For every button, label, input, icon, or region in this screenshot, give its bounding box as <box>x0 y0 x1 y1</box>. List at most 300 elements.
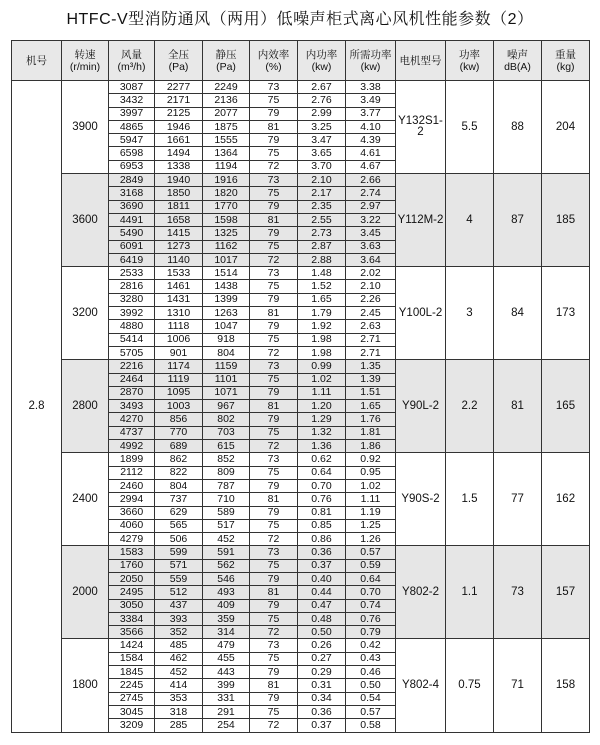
speed-cell: 3200 <box>62 267 109 360</box>
data-cell: 1.02 <box>346 479 396 492</box>
table-row <box>12 639 590 652</box>
performance-table-container <box>11 40 589 733</box>
data-cell: 79 <box>250 134 298 147</box>
data-cell: 6419 <box>109 253 155 266</box>
data-cell: 4.39 <box>346 134 396 147</box>
data-cell: 0.81 <box>298 506 346 519</box>
column-header-label: 内功率 <box>305 48 338 61</box>
data-cell: 1916 <box>203 174 250 187</box>
data-cell: 2.10 <box>298 174 346 187</box>
data-cell: 0.47 <box>298 599 346 612</box>
data-cell: 73 <box>250 81 298 94</box>
motor-model-cell: Y802-2 <box>396 546 446 639</box>
column-header <box>494 41 542 81</box>
data-cell: 1119 <box>155 373 203 386</box>
data-cell: 1.39 <box>346 373 396 386</box>
table-header <box>12 41 590 81</box>
motor-power-cell: 3 <box>446 267 494 360</box>
data-cell: 2.35 <box>298 200 346 213</box>
data-cell: 3.22 <box>346 213 396 226</box>
motor-power-cell: 2.2 <box>446 360 494 453</box>
data-cell: 75 <box>250 187 298 200</box>
data-cell: 0.27 <box>298 652 346 665</box>
data-cell: 3.25 <box>298 120 346 133</box>
data-cell: 1017 <box>203 253 250 266</box>
data-cell: 2.71 <box>346 346 396 359</box>
data-cell: 918 <box>203 333 250 346</box>
data-cell: 2.97 <box>346 200 396 213</box>
column-header-label: 功率 <box>459 48 480 61</box>
data-cell: 0.70 <box>298 479 346 492</box>
data-cell: 79 <box>250 107 298 120</box>
data-cell: 75 <box>250 280 298 293</box>
noise-cell: 81 <box>494 360 542 453</box>
data-cell: 318 <box>155 705 203 718</box>
data-cell: 2745 <box>109 692 155 705</box>
data-cell: 1006 <box>155 333 203 346</box>
column-header-unit: (r/min) <box>69 60 101 73</box>
data-cell: 414 <box>155 679 203 692</box>
data-cell: 4270 <box>109 413 155 426</box>
data-cell: 79 <box>250 200 298 213</box>
data-cell: 787 <box>203 479 250 492</box>
data-cell: 1760 <box>109 559 155 572</box>
data-cell: 591 <box>203 546 250 559</box>
data-cell: 2.67 <box>298 81 346 94</box>
data-cell: 2816 <box>109 280 155 293</box>
weight-cell: 158 <box>542 639 590 732</box>
data-cell: 1162 <box>203 240 250 253</box>
data-cell: 1438 <box>203 280 250 293</box>
data-cell: 0.36 <box>298 546 346 559</box>
motor-model-cell: Y90L-2 <box>396 360 446 453</box>
data-cell: 1140 <box>155 253 203 266</box>
noise-cell: 87 <box>494 174 542 267</box>
data-cell: 4060 <box>109 519 155 532</box>
column-header-label: 转速 <box>74 48 96 61</box>
data-cell: 1.65 <box>346 400 396 413</box>
data-cell: 2077 <box>203 107 250 120</box>
data-cell: 4865 <box>109 120 155 133</box>
column-header-unit: (kw) <box>360 60 381 73</box>
data-cell: 3660 <box>109 506 155 519</box>
data-cell: 0.76 <box>346 612 396 625</box>
column-header-label: 风量 <box>121 48 142 61</box>
data-cell: 485 <box>155 639 203 652</box>
speed-cell: 2400 <box>62 453 109 546</box>
column-header-label: 电机型号 <box>399 54 442 67</box>
data-cell: 1.76 <box>346 413 396 426</box>
data-cell: 2.88 <box>298 253 346 266</box>
data-cell: 1.11 <box>298 386 346 399</box>
data-cell: 79 <box>250 479 298 492</box>
data-cell: 1.20 <box>298 400 346 413</box>
data-cell: 2533 <box>109 267 155 280</box>
data-cell: 2136 <box>203 94 250 107</box>
speed-cell: 2000 <box>62 546 109 639</box>
data-cell: 75 <box>250 466 298 479</box>
data-cell: 3690 <box>109 200 155 213</box>
data-cell: 2.55 <box>298 213 346 226</box>
data-cell: 0.43 <box>346 652 396 665</box>
data-cell: 0.64 <box>346 572 396 585</box>
data-cell: 75 <box>250 705 298 718</box>
data-cell: 856 <box>155 413 203 426</box>
data-cell: 2.45 <box>346 307 396 320</box>
data-cell: 2.63 <box>346 320 396 333</box>
data-cell: 3.64 <box>346 253 396 266</box>
data-cell: 4880 <box>109 320 155 333</box>
data-cell: 1.92 <box>298 320 346 333</box>
column-header <box>203 41 250 81</box>
data-cell: 1338 <box>155 160 203 173</box>
data-cell: 1095 <box>155 386 203 399</box>
column-header-unit: (m³/h) <box>117 60 146 73</box>
data-cell: 3.38 <box>346 81 396 94</box>
data-cell: 4992 <box>109 440 155 453</box>
data-cell: 3493 <box>109 400 155 413</box>
motor-model-cell: Y90S-2 <box>396 453 446 546</box>
data-cell: 0.58 <box>346 719 396 732</box>
data-cell: 804 <box>203 346 250 359</box>
data-cell: 79 <box>250 293 298 306</box>
data-cell: 1159 <box>203 360 250 373</box>
data-cell: 1101 <box>203 373 250 386</box>
data-cell: 352 <box>155 626 203 639</box>
data-cell: 399 <box>203 679 250 692</box>
data-cell: 73 <box>250 360 298 373</box>
page-title: HTFC-V型消防通风（两用）低噪声柜式离心风机性能参数（2） <box>66 11 534 28</box>
data-cell: 1584 <box>109 652 155 665</box>
table-body <box>12 81 590 733</box>
data-cell: 2.17 <box>298 187 346 200</box>
data-cell: 3992 <box>109 307 155 320</box>
data-cell: 72 <box>250 346 298 359</box>
data-cell: 0.34 <box>298 692 346 705</box>
data-cell: 3.65 <box>298 147 346 160</box>
column-header <box>542 41 590 81</box>
data-cell: 589 <box>203 506 250 519</box>
motor-model-cell: Y132S1-2 <box>396 81 446 174</box>
data-cell: 1850 <box>155 187 203 200</box>
data-cell: 629 <box>155 506 203 519</box>
data-cell: 72 <box>250 160 298 173</box>
data-cell: 3384 <box>109 612 155 625</box>
data-cell: 1.98 <box>298 333 346 346</box>
data-cell: 3.63 <box>346 240 396 253</box>
data-cell: 3209 <box>109 719 155 732</box>
column-header-label: 内效率 <box>257 48 290 61</box>
performance-table <box>11 40 590 733</box>
data-cell: 75 <box>250 519 298 532</box>
data-cell: 2.99 <box>298 107 346 120</box>
motor-model-cell: Y112M-2 <box>396 174 446 267</box>
data-cell: 393 <box>155 612 203 625</box>
data-cell: 1.81 <box>346 426 396 439</box>
data-cell: 81 <box>250 400 298 413</box>
data-cell: 72 <box>250 440 298 453</box>
weight-cell: 185 <box>542 174 590 267</box>
data-cell: 73 <box>250 174 298 187</box>
data-cell: 1174 <box>155 360 203 373</box>
data-cell: 75 <box>250 426 298 439</box>
weight-cell: 165 <box>542 360 590 453</box>
data-cell: 285 <box>155 719 203 732</box>
data-cell: 75 <box>250 333 298 346</box>
column-header-unit: (kw) <box>459 60 480 73</box>
data-cell: 75 <box>250 240 298 253</box>
column-header-unit: (Pa) <box>216 60 236 73</box>
column-header <box>62 41 109 81</box>
data-cell: 2.02 <box>346 267 396 280</box>
data-cell: 804 <box>155 479 203 492</box>
data-cell: 0.74 <box>346 599 396 612</box>
data-cell: 703 <box>203 426 250 439</box>
data-cell: 0.54 <box>346 692 396 705</box>
column-header-label: 所需功率 <box>349 48 392 61</box>
column-header-label: 静压 <box>215 48 237 61</box>
data-cell: 559 <box>155 572 203 585</box>
data-cell: 2.76 <box>298 94 346 107</box>
data-cell: 0.31 <box>298 679 346 692</box>
data-cell: 0.76 <box>298 493 346 506</box>
data-cell: 1399 <box>203 293 250 306</box>
data-cell: 2994 <box>109 493 155 506</box>
speed-cell: 2800 <box>62 360 109 453</box>
data-cell: 455 <box>203 652 250 665</box>
data-cell: 75 <box>250 612 298 625</box>
data-cell: 3168 <box>109 187 155 200</box>
data-cell: 1533 <box>155 267 203 280</box>
data-cell: 437 <box>155 599 203 612</box>
data-cell: 81 <box>250 586 298 599</box>
data-cell: 0.36 <box>298 705 346 718</box>
data-cell: 1598 <box>203 213 250 226</box>
column-header-label: 机号 <box>26 54 47 67</box>
noise-cell: 88 <box>494 81 542 174</box>
data-cell: 2.10 <box>346 280 396 293</box>
data-cell: 599 <box>155 546 203 559</box>
data-cell: 1415 <box>155 227 203 240</box>
data-cell: 1.36 <box>298 440 346 453</box>
data-cell: 0.29 <box>298 666 346 679</box>
data-cell: 6598 <box>109 147 155 160</box>
data-cell: 1118 <box>155 320 203 333</box>
data-cell: 4.10 <box>346 120 396 133</box>
data-cell: 710 <box>203 493 250 506</box>
column-header <box>346 41 396 81</box>
data-cell: 359 <box>203 612 250 625</box>
noise-cell: 77 <box>494 453 542 546</box>
data-cell: 546 <box>203 572 250 585</box>
noise-cell: 84 <box>494 267 542 360</box>
data-cell: 4.67 <box>346 160 396 173</box>
data-cell: 2277 <box>155 81 203 94</box>
data-cell: 2495 <box>109 586 155 599</box>
data-cell: 565 <box>155 519 203 532</box>
data-cell: 901 <box>155 346 203 359</box>
data-cell: 79 <box>250 386 298 399</box>
data-cell: 0.42 <box>346 639 396 652</box>
data-cell: 737 <box>155 493 203 506</box>
data-cell: 3.49 <box>346 94 396 107</box>
data-cell: 517 <box>203 519 250 532</box>
weight-cell: 162 <box>542 453 590 546</box>
data-cell: 3.47 <box>298 134 346 147</box>
data-cell: 81 <box>250 120 298 133</box>
data-cell: 1.11 <box>346 493 396 506</box>
data-cell: 79 <box>250 413 298 426</box>
data-cell: 79 <box>250 692 298 705</box>
data-cell: 1658 <box>155 213 203 226</box>
data-cell: 0.99 <box>298 360 346 373</box>
data-cell: 1431 <box>155 293 203 306</box>
motor-power-cell: 4 <box>446 174 494 267</box>
data-cell: 81 <box>250 679 298 692</box>
machine-number-cell: 2.8 <box>12 81 62 733</box>
data-cell: 3.45 <box>346 227 396 240</box>
data-cell: 331 <box>203 692 250 705</box>
data-cell: 72 <box>250 533 298 546</box>
data-cell: 3050 <box>109 599 155 612</box>
data-cell: 75 <box>250 559 298 572</box>
data-cell: 0.62 <box>298 453 346 466</box>
data-cell: 506 <box>155 533 203 546</box>
table-row <box>12 453 590 466</box>
column-header-unit: (Pa) <box>168 60 189 73</box>
data-cell: 2.87 <box>298 240 346 253</box>
table-row <box>12 81 590 94</box>
data-cell: 0.92 <box>346 453 396 466</box>
data-cell: 2870 <box>109 386 155 399</box>
data-cell: 0.95 <box>346 466 396 479</box>
data-cell: 862 <box>155 453 203 466</box>
data-cell: 6091 <box>109 240 155 253</box>
data-cell: 1424 <box>109 639 155 652</box>
data-cell: 3432 <box>109 94 155 107</box>
data-cell: 452 <box>155 666 203 679</box>
data-cell: 75 <box>250 147 298 160</box>
data-cell: 3045 <box>109 705 155 718</box>
data-cell: 493 <box>203 586 250 599</box>
data-cell: 2.73 <box>298 227 346 240</box>
data-cell: 2112 <box>109 466 155 479</box>
data-cell: 2.26 <box>346 293 396 306</box>
column-header-unit: (kg) <box>556 60 575 73</box>
column-header <box>155 41 203 81</box>
data-cell: 1.65 <box>298 293 346 306</box>
data-cell: 2.71 <box>346 333 396 346</box>
data-cell: 0.37 <box>298 719 346 732</box>
weight-cell: 157 <box>542 546 590 639</box>
column-header-label: 噪声 <box>507 48 528 61</box>
column-header <box>12 41 62 81</box>
data-cell: 479 <box>203 639 250 652</box>
data-cell: 2249 <box>203 81 250 94</box>
weight-cell: 173 <box>542 267 590 360</box>
speed-cell: 3900 <box>62 81 109 174</box>
speed-cell: 3600 <box>62 174 109 267</box>
data-cell: 1811 <box>155 200 203 213</box>
data-cell: 802 <box>203 413 250 426</box>
column-header <box>250 41 298 81</box>
data-cell: 4491 <box>109 213 155 226</box>
data-cell: 443 <box>203 666 250 679</box>
noise-cell: 71 <box>494 639 542 732</box>
data-cell: 1273 <box>155 240 203 253</box>
table-row <box>12 546 590 559</box>
data-cell: 0.85 <box>298 519 346 532</box>
data-cell: 75 <box>250 652 298 665</box>
data-cell: 0.64 <box>298 466 346 479</box>
data-cell: 0.44 <box>298 586 346 599</box>
data-cell: 852 <box>203 453 250 466</box>
data-cell: 1003 <box>155 400 203 413</box>
data-cell: 452 <box>203 533 250 546</box>
data-cell: 0.57 <box>346 546 396 559</box>
data-cell: 3.77 <box>346 107 396 120</box>
data-cell: 4737 <box>109 426 155 439</box>
data-cell: 3.70 <box>298 160 346 173</box>
motor-power-cell: 1.5 <box>446 453 494 546</box>
data-cell: 0.50 <box>298 626 346 639</box>
data-cell: 79 <box>250 666 298 679</box>
data-cell: 0.70 <box>346 586 396 599</box>
data-cell: 72 <box>250 253 298 266</box>
data-cell: 0.26 <box>298 639 346 652</box>
header-row <box>12 41 590 81</box>
data-cell: 1899 <box>109 453 155 466</box>
data-cell: 314 <box>203 626 250 639</box>
data-cell: 967 <box>203 400 250 413</box>
data-cell: 0.48 <box>298 612 346 625</box>
data-cell: 1946 <box>155 120 203 133</box>
data-cell: 75 <box>250 373 298 386</box>
data-cell: 3280 <box>109 293 155 306</box>
data-cell: 81 <box>250 307 298 320</box>
data-cell: 0.79 <box>346 626 396 639</box>
data-cell: 0.50 <box>346 679 396 692</box>
data-cell: 0.46 <box>346 666 396 679</box>
data-cell: 3566 <box>109 626 155 639</box>
data-cell: 1845 <box>109 666 155 679</box>
data-cell: 6953 <box>109 160 155 173</box>
data-cell: 73 <box>250 639 298 652</box>
column-header-unit: (%) <box>265 60 282 73</box>
data-cell: 254 <box>203 719 250 732</box>
data-cell: 291 <box>203 705 250 718</box>
data-cell: 1514 <box>203 267 250 280</box>
table-row <box>12 267 590 280</box>
data-cell: 81 <box>250 493 298 506</box>
table-row <box>12 174 590 187</box>
data-cell: 1.51 <box>346 386 396 399</box>
data-cell: 689 <box>155 440 203 453</box>
data-cell: 81 <box>250 213 298 226</box>
data-cell: 1.79 <box>298 307 346 320</box>
data-cell: 809 <box>203 466 250 479</box>
motor-model-cell: Y802-4 <box>396 639 446 732</box>
data-cell: 1.48 <box>298 267 346 280</box>
data-cell: 1820 <box>203 187 250 200</box>
data-cell: 79 <box>250 320 298 333</box>
data-cell: 3087 <box>109 81 155 94</box>
data-cell: 79 <box>250 599 298 612</box>
data-cell: 0.37 <box>298 559 346 572</box>
data-cell: 1310 <box>155 307 203 320</box>
motor-model-cell: Y100L-2 <box>396 267 446 360</box>
data-cell: 2245 <box>109 679 155 692</box>
